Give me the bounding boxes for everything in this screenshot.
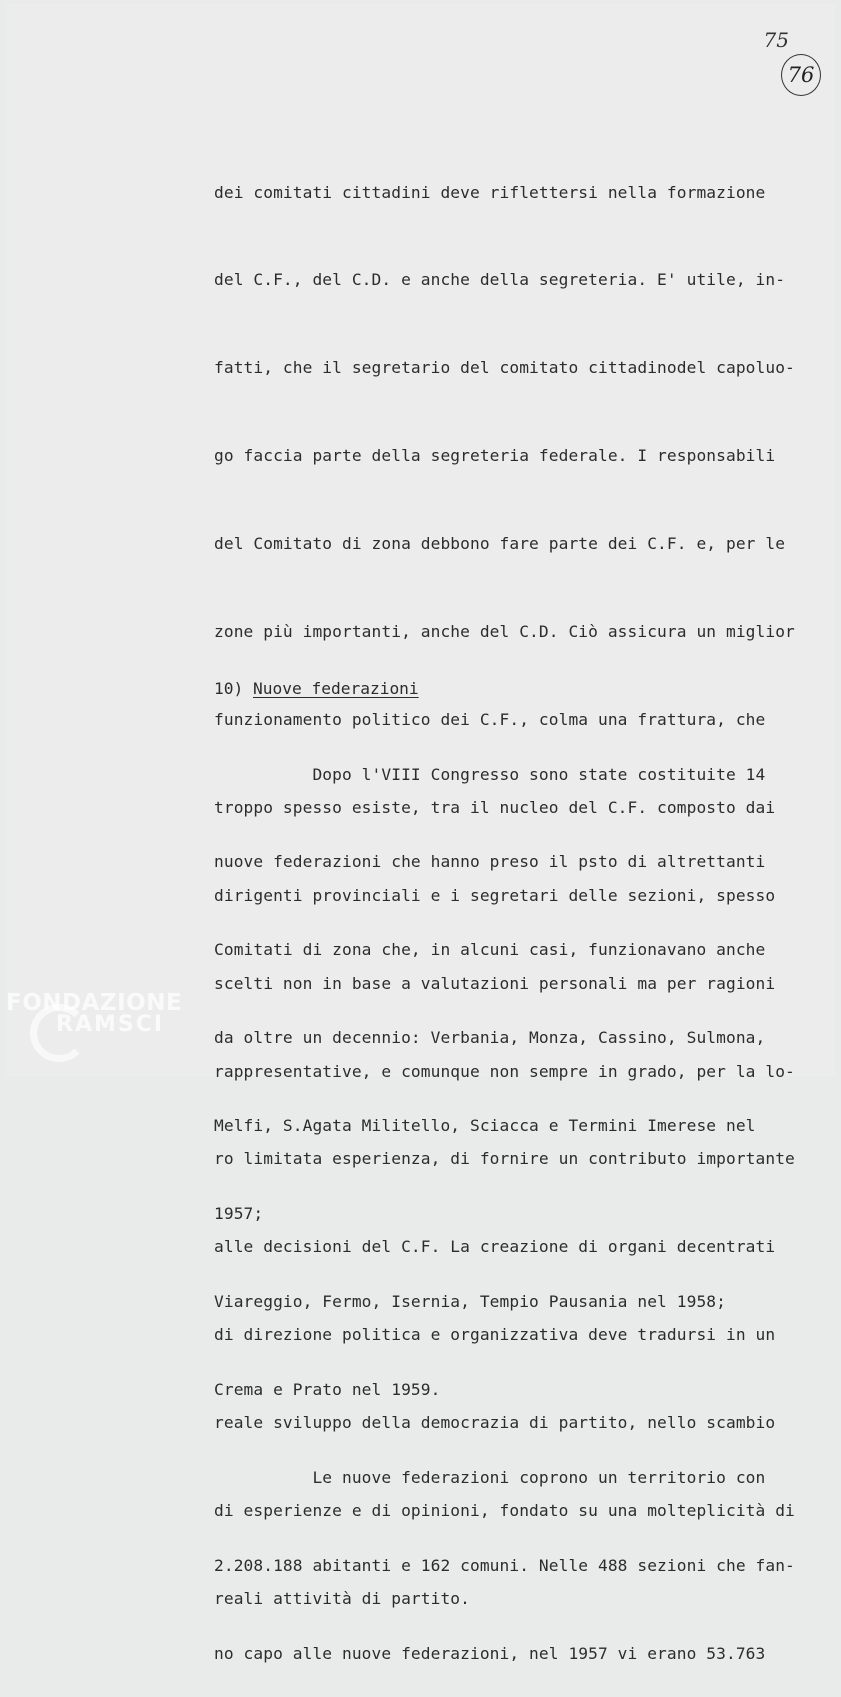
paragraph-new-federations [214, 701, 795, 1697]
text-line: dei comitati cittadini deve riflettersi nella formazione [214, 182, 766, 202]
section-heading [214, 674, 419, 703]
text-line: da oltre un decennio: Verbania, Monza, Cassino, Sulmona, [214, 1028, 766, 1048]
text-line: del C.F., del C.D. e anche della segreteria. E' utile, in- [214, 270, 786, 290]
text-line: no capo alle nuove federazioni, nel 1957 vi erano 53.763 [214, 1643, 766, 1663]
text-line: zone più importanti, anche del C.D. Ciò assicura un miglior [214, 622, 795, 642]
text-line: reali attività di partito. [214, 1588, 470, 1608]
text-line: dirigenti provinciali e i segretari delle sezioni, spesso [214, 885, 776, 905]
text-line: di direzione politica e organizzativa deve tradursi in un [214, 1325, 776, 1345]
page-number-circled [781, 54, 821, 96]
text-line: troppo spesso esiste, tra il nucleo del C.F. composto dai [214, 797, 776, 817]
watermark-line2-wrap [56, 1012, 206, 1037]
text-line: Le nuove federazioni coprono un territorio con [214, 1467, 766, 1487]
watermark-g-logo-icon [30, 1004, 88, 1062]
text-line: di esperienze e di opinioni, fondato su una molteplicità di [214, 1500, 795, 1520]
text-line: reale sviluppo della democrazia di partito, nello scambio [214, 1413, 776, 1433]
text-line: funzionamento politico dei C.F., colma una frattura, che [214, 709, 766, 729]
page-number-handwritten: 75 [763, 28, 789, 52]
page-number-circled-text: 76 [787, 63, 815, 87]
watermark-line1: FONDAZIONE [6, 990, 183, 1016]
text-line: 2.208.188 abitanti e 162 comuni. Nelle 488 sezioni che fan- [214, 1555, 795, 1575]
text-line: fatti, che il segretario del comitato cittadinodel capoluo- [214, 358, 795, 378]
text-line: nuove federazioni che hanno preso il psto di altrettanti [214, 852, 766, 872]
text-line: scelti non in base a valutazioni personali ma per ragioni [214, 973, 776, 993]
text-line: Crema e Prato nel 1959. [214, 1379, 441, 1399]
text-line: 1957; [214, 1204, 264, 1224]
text-line: Comitati di zona che, in alcuni casi, funzionavano anche [214, 940, 766, 960]
text-line: Dopo l'VIII Congresso sono state costituite 14 [214, 764, 766, 784]
text-line: Viareggio, Fermo, Isernia, Tempio Pausania nel 1958; [214, 1291, 726, 1311]
text-line: rappresentative, e comunque non sempre in grado, per la lo- [214, 1061, 795, 1081]
section-number: 10) [214, 679, 244, 698]
text-line: Melfi, S.Agata Militello, Sciacca e Termini Imerese nel [214, 1116, 756, 1136]
watermark-line2: RAMSCI [56, 1012, 165, 1037]
text-line: alle decisioni del C.F. La creazione di organi decentrati [214, 1237, 776, 1257]
fondazione-gramsci-watermark [6, 990, 206, 1037]
text-line: ro limitata esperienza, di fornire un contributo importante [214, 1149, 795, 1169]
text-line: go faccia parte della segreteria federale. I responsabili [214, 446, 776, 466]
text-line: del Comitato di zona debbono fare parte dei C.F. e, per le [214, 534, 786, 554]
section-title: Nuove federazioni [253, 679, 419, 698]
